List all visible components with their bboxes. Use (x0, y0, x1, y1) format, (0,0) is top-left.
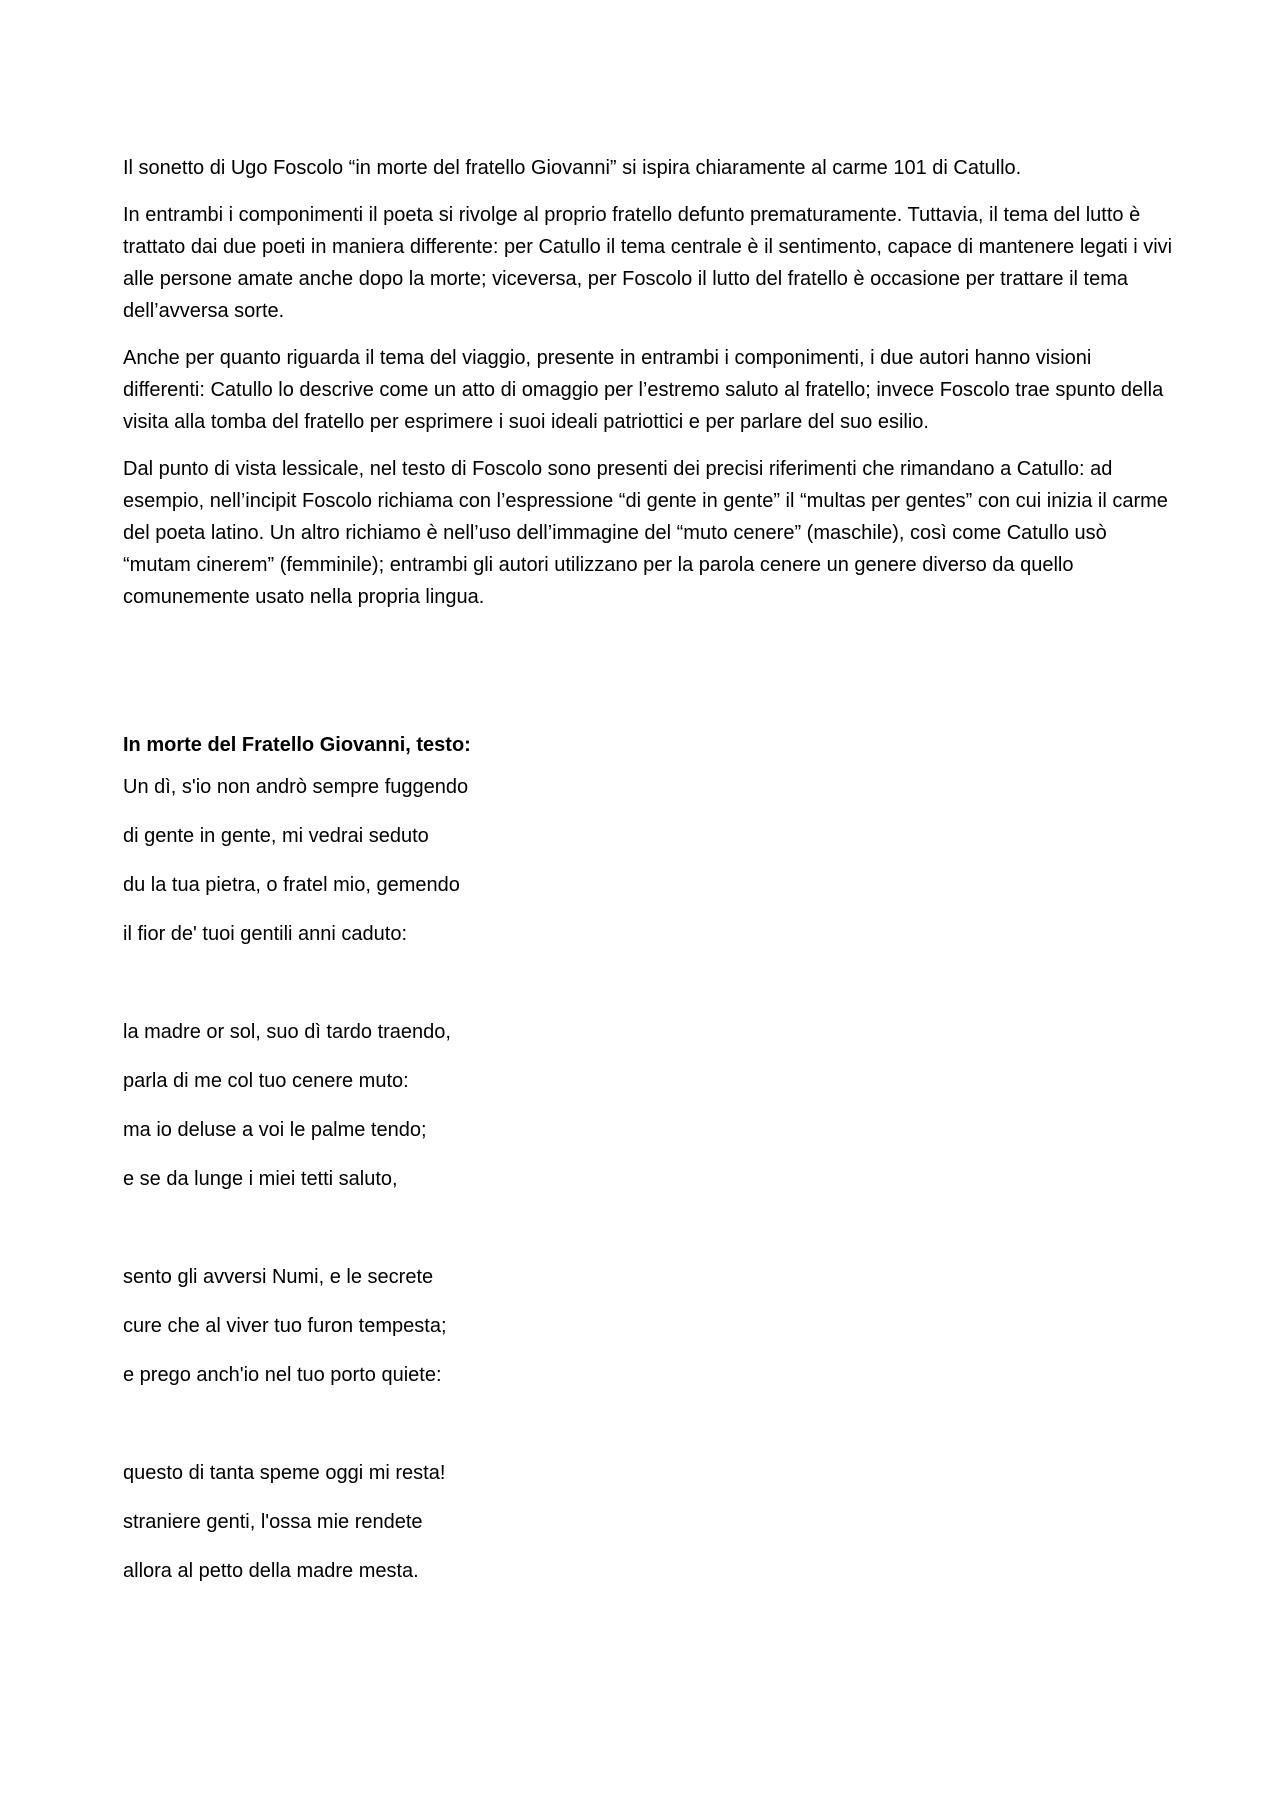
intro-paragraph: Il sonetto di Ugo Foscolo “in morte del fratello Giovanni” si ispira chiaramente al carme 101 di Catullo. (123, 157, 1022, 179)
poem-verse: sento gli avversi Numi, e le secrete (123, 1266, 434, 1288)
mourning-theme-paragraph: In entrambi i componimenti il poeta si rivolge al proprio fratello defunto prematuramente. Tuttavia, il tema del lutto è trattato dai due poeti in maniera differente: per Catullo il tema centrale è il sentimento, capace di mantenere legati i vivi alle persone amate anche dopo la morte; viceversa, per Foscolo il lutto del fratello è occasione per trattare il tema dell’avversa sorte. (123, 204, 1173, 322)
poem-verse: questo di tanta speme oggi mi resta! (123, 1462, 446, 1484)
poem-section (123, 729, 1173, 1587)
poem-verse: e prego anch'io nel tuo porto quiete: (123, 1364, 442, 1386)
poem-stanza (123, 771, 1173, 950)
poem-stanza (123, 1016, 1173, 1195)
stanza-gap (123, 967, 1173, 1016)
journey-theme-paragraph: Anche per quanto riguarda il tema del viaggio, presente in entrambi i componimenti, i due autori hanno visioni differenti: Catullo lo descrive come un atto di omaggio per l’estremo saluto al fratello; invece Foscolo trae spunto della visita alla tomba del fratello per esprimere i suoi ideali patriottici e per parlare del suo esilio. (123, 347, 1164, 433)
poem-verse: du la tua pietra, o fratel mio, gemendo (123, 874, 460, 896)
poem-verse: cure che al viver tuo furon tempesta; (123, 1315, 447, 1337)
poem-stanza (123, 1261, 1173, 1391)
lexical-analysis-paragraph: Dal punto di vista lessicale, nel testo di Foscolo sono presenti dei precisi riferimenti che rimandano a Catullo: ad esempio, nell’incipit Foscolo richiama con l’espressione “di gente in gente” il “multas per gentes” con cui inizia il carme del poeta latino. Un altro richiamo è nell’uso dell’immagine del “muto cenere” (maschile), così come Catullo usò “mutam cinerem” (femminile); entrambi gli autori utilizzano per la parola cenere un genere diverso da quello comunemente usato nella propria lingua. (123, 458, 1168, 608)
poem-stanza (123, 1457, 1173, 1587)
poem-verse: il fior de' tuoi gentili anni caduto: (123, 923, 407, 945)
poem-verse: la madre or sol, suo dì tardo traendo, (123, 1021, 451, 1043)
poem-verse: di gente in gente, mi vedrai seduto (123, 825, 429, 847)
poem-verse: allora al petto della madre mesta. (123, 1560, 419, 1582)
poem-verse: Un dì, s'io non andrò sempre fuggendo (123, 776, 469, 798)
stanza-gap (123, 1408, 1173, 1457)
section-spacer (123, 628, 1173, 729)
poem-verse: e se da lunge i miei tetti saluto, (123, 1168, 398, 1190)
poem-heading: In morte del Fratello Giovanni, testo: (123, 734, 471, 756)
stanza-gap (123, 1212, 1173, 1261)
poem-verse: straniere genti, l'ossa mie rendete (123, 1511, 423, 1533)
document-body (123, 152, 1173, 1604)
poem-verse: parla di me col tuo cenere muto: (123, 1070, 409, 1092)
poem-verse: ma io deluse a voi le palme tendo; (123, 1119, 427, 1141)
